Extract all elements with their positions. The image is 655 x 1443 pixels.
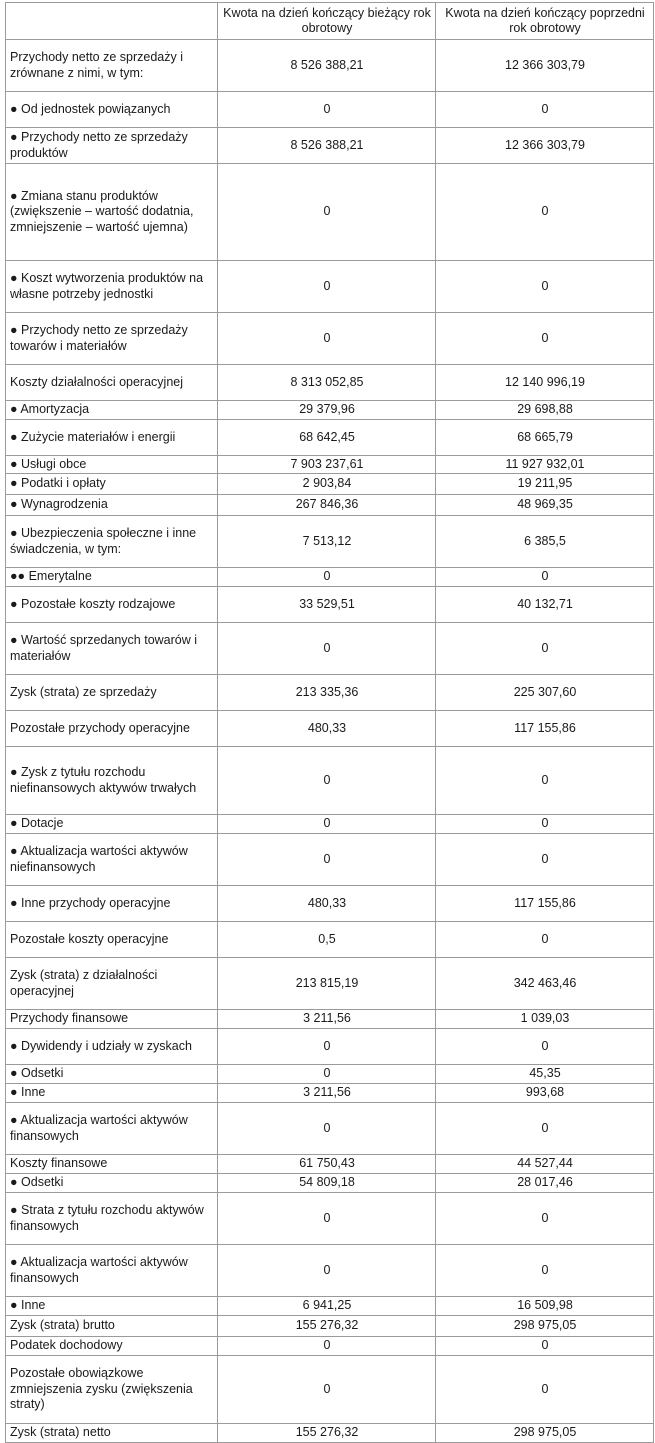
previous-year-value: 117 155,86 xyxy=(436,886,654,922)
current-year-value: 3 211,56 xyxy=(218,1084,436,1103)
previous-year-value: 1 039,03 xyxy=(436,1010,654,1029)
current-year-value: 0 xyxy=(218,623,436,675)
current-year-value: 33 529,51 xyxy=(218,587,436,623)
row-label: Zysk (strata) brutto xyxy=(6,1316,218,1337)
previous-year-value: 44 527,44 xyxy=(436,1155,654,1174)
row-label: Zysk (strata) ze sprzedaży xyxy=(6,675,218,711)
current-year-value: 0 xyxy=(218,92,436,128)
row-label: ● Wynagrodzenia xyxy=(6,495,218,516)
row-label: ● Usługi obce xyxy=(6,456,218,474)
row-label: Pozostałe przychody operacyjne xyxy=(6,711,218,747)
previous-year-value: 40 132,71 xyxy=(436,587,654,623)
table-row xyxy=(6,128,654,164)
current-year-value: 155 276,32 xyxy=(218,1424,436,1443)
table-row xyxy=(6,1193,654,1245)
table-row xyxy=(6,1245,654,1297)
row-label: ● Pozostałe koszty rodzajowe xyxy=(6,587,218,623)
previous-year-value: 0 xyxy=(436,834,654,886)
table-row xyxy=(6,261,654,313)
current-year-value: 54 809,18 xyxy=(218,1174,436,1193)
row-label: ● Inne przychody operacyjne xyxy=(6,886,218,922)
current-year-value: 480,33 xyxy=(218,886,436,922)
previous-year-value: 0 xyxy=(436,164,654,261)
row-label: ● Inne xyxy=(6,1084,218,1103)
previous-year-value: 0 xyxy=(436,815,654,834)
previous-year-value: 68 665,79 xyxy=(436,420,654,456)
row-label: ● Aktualizacja wartości aktywów niefinansowych xyxy=(6,834,218,886)
row-label: Przychody finansowe xyxy=(6,1010,218,1029)
current-year-value: 0 xyxy=(218,164,436,261)
previous-year-value: 993,68 xyxy=(436,1084,654,1103)
row-label: ● Amortyzacja xyxy=(6,401,218,420)
previous-year-value: 0 xyxy=(436,261,654,313)
current-year-value: 8 526 388,21 xyxy=(218,40,436,92)
row-label: ● Dotacje xyxy=(6,815,218,834)
table-row xyxy=(6,1103,654,1155)
previous-year-value: 0 xyxy=(436,568,654,587)
table-row xyxy=(6,1337,654,1356)
current-year-value: 480,33 xyxy=(218,711,436,747)
header-row xyxy=(6,3,654,40)
current-year-value: 61 750,43 xyxy=(218,1155,436,1174)
previous-year-value: 28 017,46 xyxy=(436,1174,654,1193)
current-year-value: 2 903,84 xyxy=(218,474,436,495)
row-label: ● Zużycie materiałów i energii xyxy=(6,420,218,456)
current-year-value: 0 xyxy=(218,1103,436,1155)
table-row xyxy=(6,747,654,815)
table-row xyxy=(6,1356,654,1424)
table-row xyxy=(6,1424,654,1443)
previous-year-value: 0 xyxy=(436,1103,654,1155)
row-label: ● Ubezpieczenia społeczne i inne świadczenia, w tym: xyxy=(6,516,218,568)
header-previous-year: Kwota na dzień kończący poprzedni rok obrotowy xyxy=(436,3,654,40)
table-row xyxy=(6,711,654,747)
table-row xyxy=(6,922,654,958)
previous-year-value: 0 xyxy=(436,747,654,815)
current-year-value: 0 xyxy=(218,747,436,815)
previous-year-value: 298 975,05 xyxy=(436,1316,654,1337)
row-label: Zysk (strata) netto xyxy=(6,1424,218,1443)
table-row xyxy=(6,1065,654,1084)
current-year-value: 0 xyxy=(218,1337,436,1356)
current-year-value: 7 513,12 xyxy=(218,516,436,568)
previous-year-value: 0 xyxy=(436,1193,654,1245)
row-label: ● Koszt wytworzenia produktów na własne potrzeby jednostki xyxy=(6,261,218,313)
previous-year-value: 117 155,86 xyxy=(436,711,654,747)
table-row xyxy=(6,40,654,92)
row-label: Pozostałe koszty operacyjne xyxy=(6,922,218,958)
header-current-year: Kwota na dzień kończący bieżący rok obrotowy xyxy=(218,3,436,40)
previous-year-value: 12 366 303,79 xyxy=(436,128,654,164)
row-label: ● Aktualizacja wartości aktywów finansowych xyxy=(6,1245,218,1297)
row-label: Pozostałe obowiązkowe zmniejszenia zysku (zwiększenia straty) xyxy=(6,1356,218,1424)
financial-statement-table xyxy=(5,2,654,1443)
row-label: Przychody netto ze sprzedaży i zrównane z nimi, w tym: xyxy=(6,40,218,92)
previous-year-value: 0 xyxy=(436,313,654,365)
previous-year-value: 0 xyxy=(436,1356,654,1424)
row-label: ● Strata z tytułu rozchodu aktywów finansowych xyxy=(6,1193,218,1245)
current-year-value: 213 335,36 xyxy=(218,675,436,711)
previous-year-value: 0 xyxy=(436,922,654,958)
previous-year-value: 0 xyxy=(436,92,654,128)
current-year-value: 8 313 052,85 xyxy=(218,365,436,401)
previous-year-value: 0 xyxy=(436,1245,654,1297)
row-label: Zysk (strata) z działalności operacyjnej xyxy=(6,958,218,1010)
current-year-value: 0 xyxy=(218,1065,436,1084)
row-label: ● Od jednostek powiązanych xyxy=(6,92,218,128)
previous-year-value: 298 975,05 xyxy=(436,1424,654,1443)
table-row xyxy=(6,834,654,886)
row-label: ● Wartość sprzedanych towarów i materiałów xyxy=(6,623,218,675)
current-year-value: 3 211,56 xyxy=(218,1010,436,1029)
table-row xyxy=(6,92,654,128)
previous-year-value: 12 140 996,19 xyxy=(436,365,654,401)
current-year-value: 0 xyxy=(218,815,436,834)
previous-year-value: 19 211,95 xyxy=(436,474,654,495)
previous-year-value: 11 927 932,01 xyxy=(436,456,654,474)
row-label: ● Inne xyxy=(6,1297,218,1316)
previous-year-value: 29 698,88 xyxy=(436,401,654,420)
current-year-value: 0 xyxy=(218,1193,436,1245)
row-label: Podatek dochodowy xyxy=(6,1337,218,1356)
current-year-value: 29 379,96 xyxy=(218,401,436,420)
row-label: ● Odsetki xyxy=(6,1174,218,1193)
table-row xyxy=(6,401,654,420)
table-row xyxy=(6,456,654,474)
current-year-value: 0 xyxy=(218,834,436,886)
current-year-value: 0 xyxy=(218,1356,436,1424)
table-row xyxy=(6,1084,654,1103)
current-year-value: 7 903 237,61 xyxy=(218,456,436,474)
table-row xyxy=(6,495,654,516)
previous-year-value: 0 xyxy=(436,1337,654,1356)
previous-year-value: 12 366 303,79 xyxy=(436,40,654,92)
current-year-value: 68 642,45 xyxy=(218,420,436,456)
table-row xyxy=(6,568,654,587)
table-row xyxy=(6,365,654,401)
previous-year-value: 6 385,5 xyxy=(436,516,654,568)
current-year-value: 0,5 xyxy=(218,922,436,958)
table-row xyxy=(6,675,654,711)
current-year-value: 0 xyxy=(218,261,436,313)
table-row xyxy=(6,420,654,456)
table-row xyxy=(6,516,654,568)
table-row xyxy=(6,313,654,365)
row-label: Koszty działalności operacyjnej xyxy=(6,365,218,401)
table-row xyxy=(6,1297,654,1316)
table-row xyxy=(6,1316,654,1337)
row-label: ●● Emerytalne xyxy=(6,568,218,587)
table-row xyxy=(6,164,654,261)
row-label: ● Zysk z tytułu rozchodu niefinansowych aktywów trwałych xyxy=(6,747,218,815)
current-year-value: 0 xyxy=(218,1029,436,1065)
row-label: ● Przychody netto ze sprzedaży produktów xyxy=(6,128,218,164)
table-row xyxy=(6,474,654,495)
row-label: ● Dywidendy i udziały w zyskach xyxy=(6,1029,218,1065)
header-label-cell xyxy=(6,3,218,40)
table-row xyxy=(6,1155,654,1174)
previous-year-value: 16 509,98 xyxy=(436,1297,654,1316)
table-row xyxy=(6,623,654,675)
current-year-value: 0 xyxy=(218,313,436,365)
row-label: ● Odsetki xyxy=(6,1065,218,1084)
current-year-value: 267 846,36 xyxy=(218,495,436,516)
table-row xyxy=(6,958,654,1010)
table-row xyxy=(6,1010,654,1029)
previous-year-value: 342 463,46 xyxy=(436,958,654,1010)
previous-year-value: 0 xyxy=(436,1029,654,1065)
table-row xyxy=(6,1174,654,1193)
current-year-value: 6 941,25 xyxy=(218,1297,436,1316)
row-label: Koszty finansowe xyxy=(6,1155,218,1174)
previous-year-value: 225 307,60 xyxy=(436,675,654,711)
row-label: ● Aktualizacja wartości aktywów finansowych xyxy=(6,1103,218,1155)
current-year-value: 213 815,19 xyxy=(218,958,436,1010)
current-year-value: 0 xyxy=(218,1245,436,1297)
table-row xyxy=(6,815,654,834)
table-row xyxy=(6,587,654,623)
previous-year-value: 45,35 xyxy=(436,1065,654,1084)
row-label: ● Przychody netto ze sprzedaży towarów i materiałów xyxy=(6,313,218,365)
current-year-value: 155 276,32 xyxy=(218,1316,436,1337)
table-row xyxy=(6,1029,654,1065)
row-label: ● Podatki i opłaty xyxy=(6,474,218,495)
table-row xyxy=(6,886,654,922)
current-year-value: 0 xyxy=(218,568,436,587)
current-year-value: 8 526 388,21 xyxy=(218,128,436,164)
previous-year-value: 0 xyxy=(436,623,654,675)
row-label: ● Zmiana stanu produktów (zwiększenie – wartość dodatnia, zmniejszenie – wartość ujemna) xyxy=(6,164,218,261)
previous-year-value: 48 969,35 xyxy=(436,495,654,516)
